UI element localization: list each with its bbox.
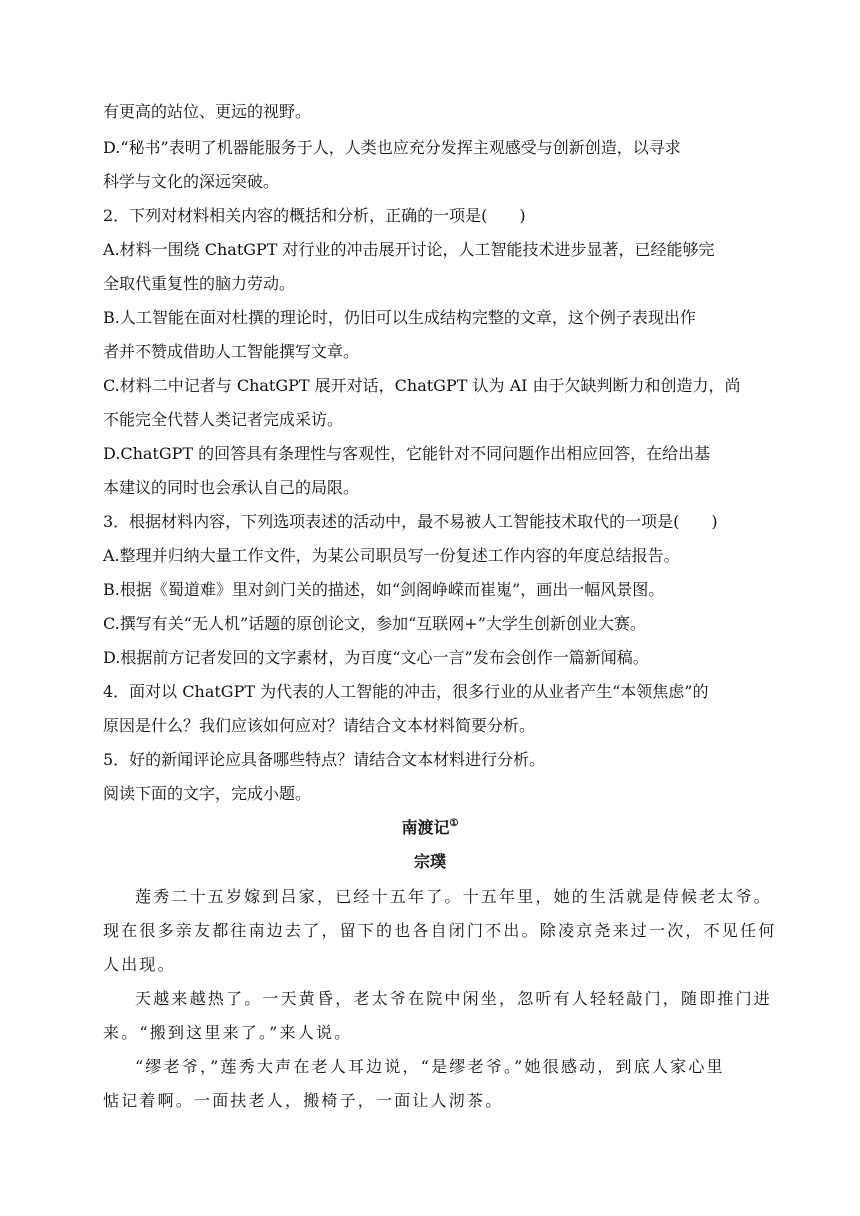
reading-instruction: 阅读下面的文字，完成小题。 (103, 784, 312, 803)
question-5: 5．好的新闻评论应具备哪些特点？请结合文本材料进行分析。 (103, 750, 546, 769)
story-paragraph-line: 天越来越热了。一天黄昏，老太爷在院中闲坐，忽听有人轻轻敲门，随即推门进 (135, 989, 773, 1008)
story-paragraph-line: 莲秀二十五岁嫁到吕家，已经十五年了。十五年里，她的生活就是侍候老太爷。 (135, 887, 773, 906)
question-2: 2．下列对材料相关内容的概括和分析，正确的一项是( ) (103, 206, 526, 225)
option-d: D.ChatGPT 的回答具有条理性与客观性，它能针对不同问题作出相应回答，在给出基 (103, 444, 711, 463)
option-b: B.人工智能在面对杜撰的理论时，仍旧可以生成结构完整的文章，这个例子表现出作 (103, 308, 696, 327)
text-line: 原因是什么？我们应该如何应对？请结合文本材料简要分析。 (103, 716, 536, 735)
story-paragraph-line: 来。“搬到这里来了。”来人说。 (103, 1023, 353, 1042)
text-line: 有更高的站位、更远的视野。 (103, 102, 312, 121)
text-line: 科学与文化的深远突破。 (103, 172, 280, 191)
story-paragraph-line: 人出现。 (103, 955, 176, 974)
question-3: 3．根据材料内容，下列选项表述的活动中，最不易被人工智能技术取代的一项是( ) (103, 512, 718, 531)
option-d: D.根据前方记者发回的文字素材，为百度“文心一言”发布会创作一篇新闻稿。 (103, 648, 649, 667)
question-4: 4．面对以 ChatGPT 为代表的人工智能的冲击，很多行业的从业者产生“本领焦虑”的 (103, 682, 709, 701)
text-line: 不能完全代替人类记者完成采访。 (103, 410, 344, 429)
option-a: A.材料一围绕 ChatGPT 对行业的冲击展开讨论，人工智能技术进步显著，已经能够完 (103, 240, 715, 259)
text-line: 本建议的同时也会承认自己的局限。 (103, 478, 360, 497)
option-c: C.撰写有关“无人机”话题的原创论文，参加“互联网+”大学生创新创业大赛。 (103, 614, 646, 633)
story-paragraph-line: 现在很多亲友都往南边去了，留下的也各自闭门不出。除凌京尧来过一次，不见任何 (103, 921, 777, 940)
option-c: C.材料二中记者与 ChatGPT 展开对话，ChatGPT 认为 AI 由于欠缺判断力和创造力，尚 (103, 376, 741, 395)
text-line: 全取代重复性的脑力劳动。 (103, 274, 296, 293)
footnote-mark: ① (449, 818, 459, 829)
option-b: B.根据《蜀道难》里对剑门关的描述，如“剑阁峥嵘而崔嵬”，画出一幅风景图。 (103, 580, 665, 599)
story-author: 宗璞 (413, 852, 446, 871)
story-paragraph-line: 惦记着啊。一面扶老人，搬椅子，一面让人沏茶。 (103, 1091, 504, 1110)
option-a: A.整理并归纳大量工作文件，为某公司职员写一份复述工作内容的年度总结报告。 (103, 546, 680, 565)
story-title-text: 南渡记 (401, 818, 450, 837)
text-line: 者并不赞成借助人工智能撰写文章。 (103, 342, 360, 361)
story-title (0, 817, 860, 839)
story-paragraph-line: “缪老爷，”莲秀大声在老人耳边说，“是缪老爷。”她很感动，到底人家心里 (135, 1057, 725, 1076)
text-line: D.“秘书”表明了机器能服务于人，人类也应充分发挥主观感受与创新创造，以寻求 (103, 138, 681, 157)
